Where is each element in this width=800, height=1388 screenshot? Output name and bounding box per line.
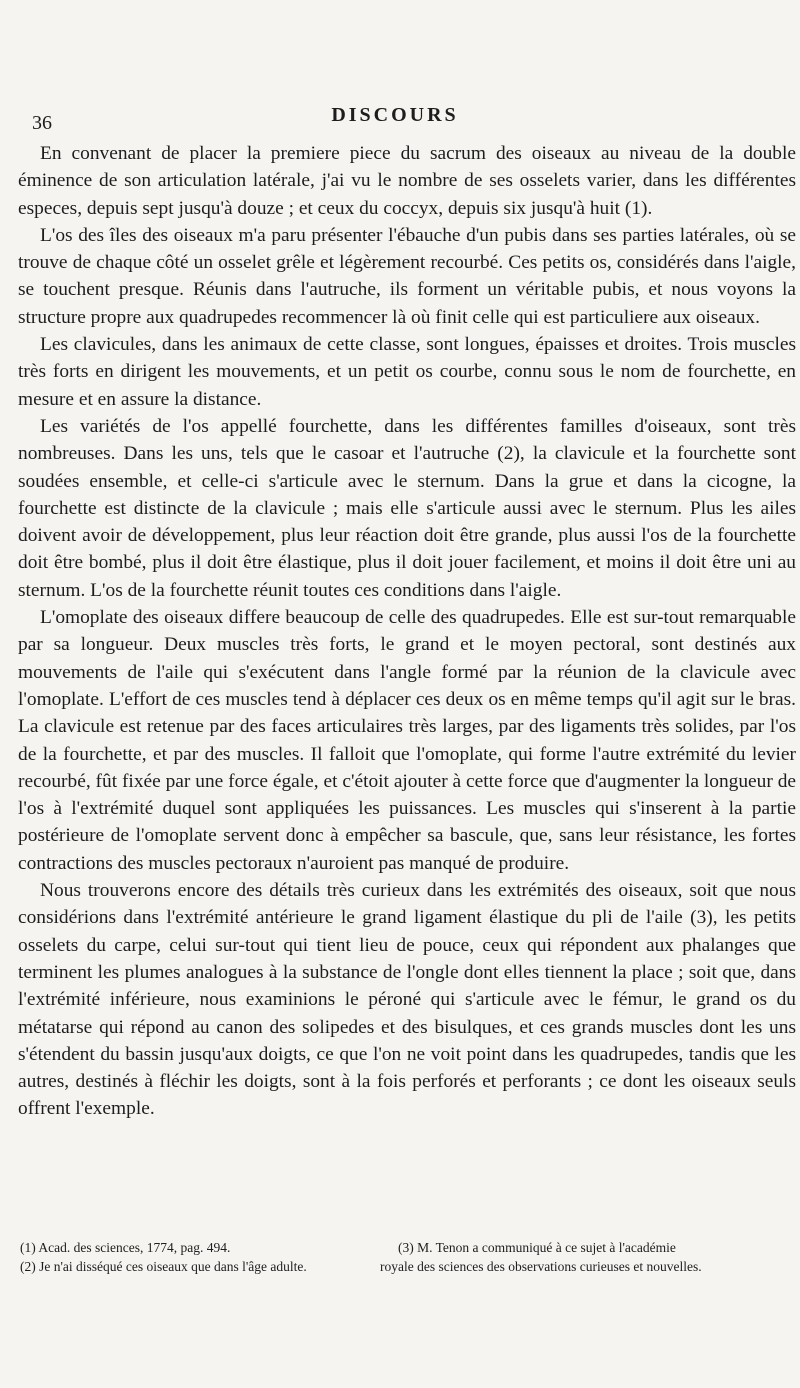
running-head: DISCOURS: [331, 104, 459, 126]
paragraph-pubis: L'os des îles des oiseaux m'a paru présenter l'ébauche d'un pubis dans ses parties latérales, où se trouve de chaque côté un osselet grêle et légèrement recourbé. Ces petits os, considérés dans l'aigle, se touchent presque. Réunis dans l'autruche, ils forment un véritable pubis, et nous voyons la structure propre aux quadrupedes recommencer là où finit celle qui est particuliere aux oiseaux.: [18, 224, 796, 328]
footnote-2: (2) Je n'ai disséqué ces oiseaux que dans l'âge adulte.: [20, 1259, 307, 1274]
footnotes-right-column: [380, 1238, 730, 1276]
page-header: [30, 104, 760, 134]
page-number: 36: [32, 112, 52, 134]
footnote-3-line-1: (3) M. Tenon a communiqué à ce sujet à l'académie: [398, 1240, 676, 1255]
paragraph-sacrum: En convenant de placer la premiere piece du sacrum des oiseaux au niveau de la double éminence de son articulation latérale, j'ai vu le nombre de ses osselets varier, dans les différentes especes, depuis sept jusqu'à douze ; et ceux du coccyx, depuis six jusqu'à huit (1).: [18, 143, 796, 219]
paragraph-fourchette: Les variétés de l'os appellé fourchette, dans les différentes familles d'oiseaux, sont très nombreuses. Dans les uns, tels que le casoar et l'autruche (2), la clavicule et la fourchette sont soudées ensemble, et celle-ci s'articule avec le sternum. Dans la grue et dans la cicogne, la fourchette est distincte de la clavicule ; mais elle s'articule aussi avec le sternum. Plus les ailes doivent avoir de développement, plus leur réaction doit être grande, plus aussi l'os de la fourchette doit être bombé, plus il doit être élastique, plus il doit jouer facilement, et moins il doit être uni au sternum. L'os de la fourchette réunit toutes ces conditions dans l'aigle.: [18, 415, 796, 601]
paragraph-extremites: Nous trouverons encore des détails très curieux dans les extrémités des oiseaux, soit que nous considérions dans l'extrémité antérieure le grand ligament élastique du pli de l'aile (3), les petits osselets du carpe, celui sur-tout qui tient lieu de pouce, ceux qui répondent aux phalanges que terminent les plumes analogues à la substance de l'ongle dont elles tiennent la place ; soit que, dans l'extrémité inférieure, nous examinions le péroné qui s'articule avec le fémur, le grand os du métatarse qui répond au canon des solipedes et des bisulques, et ces grands muscles dont les uns s'étendent du bassin jusqu'aux doigts, ce que l'on ne voit point dans les quadrupedes, tandis que les autres, destinés à fléchir les doigts, sont à la fois perforés et perforants ; ce dont les oiseaux seuls offrent l'exemple.: [18, 880, 796, 1120]
body-text: [18, 140, 796, 1123]
footnote-1: (1) Acad. des sciences, 1774, pag. 494.: [20, 1240, 231, 1255]
footnote-3-line-2: royale des sciences des observations curieuses et nouvelles.: [380, 1259, 702, 1274]
paragraph-omoplate: L'omoplate des oiseaux differe beaucoup de celle des quadrupedes. Elle est sur-tout remarquable par sa longueur. Deux muscles très forts, le grand et le moyen pectoral, sont destinés aux mouvements de l'aile qui s'exécutent dans l'angle formé par la réunion de la clavicule avec l'omoplate. L'effort de ces muscles tend à déplacer ces deux os en même temps qu'il agit sur le bras. La clavicule est retenue par des faces articulaires très larges, par des ligaments très solides, par l'os de la fourchette, et par des muscles. Il falloit que l'omoplate, qui forme l'autre extrémité du levier recourbé, fût fixée par une force égale, et c'étoit ajouter à cette force que d'augmenter la longueur de l'os à l'extrémité duquel sont appliquées les puissances. Les muscles qui s'inserent à la partie postérieure de l'omoplate servent donc à empêcher sa bascule, que, sans leur résistance, les fortes contractions des muscles pectoraux n'auroient pas manqué de produire.: [18, 607, 796, 874]
footnotes-left-column: [20, 1238, 360, 1276]
paragraph-clavicules: Les clavicules, dans les animaux de cette classe, sont longues, épaisses et droites. Trois muscles très forts en dirigent les mouvements, et un petit os courbe, connu sous le nom de fourchette, en mesure et en assure la distance.: [18, 334, 796, 410]
